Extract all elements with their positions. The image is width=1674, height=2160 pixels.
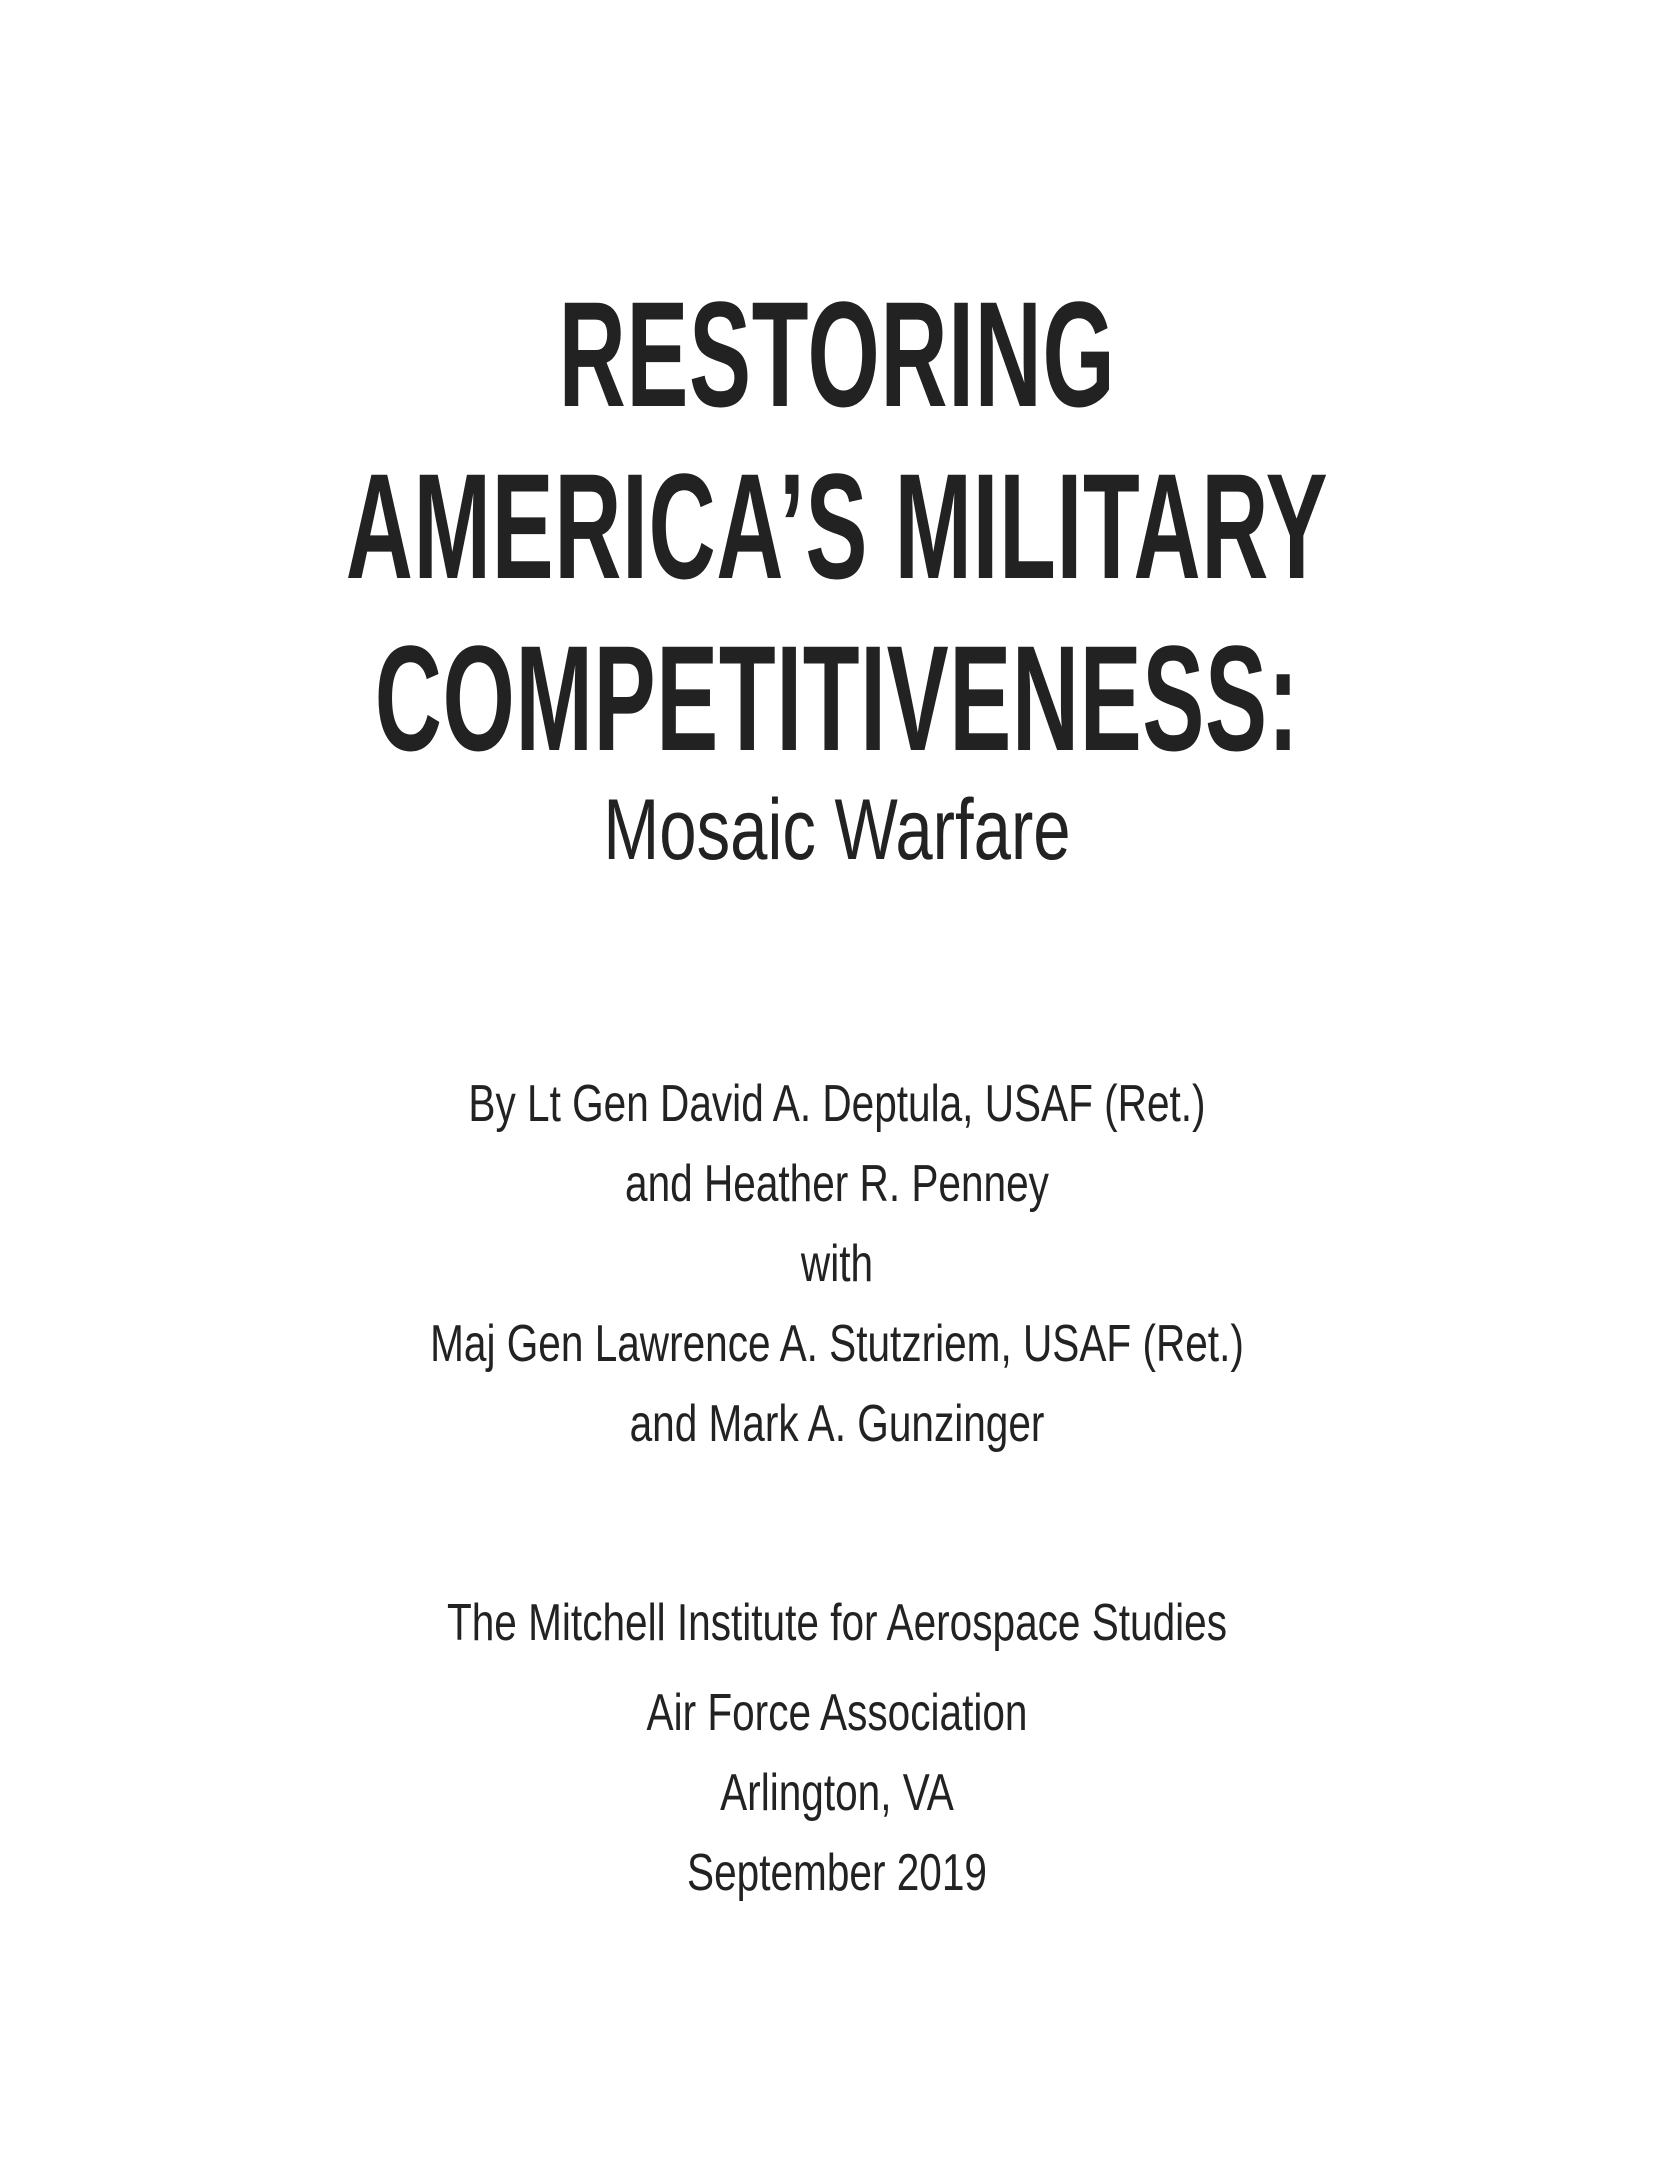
author-line-2: and Heather R. Penney (625, 1155, 1049, 1213)
publisher-association: Air Force Association (646, 1684, 1028, 1742)
document-subtitle: Mosaic Warfare (603, 782, 1071, 878)
author-line-3: with (800, 1235, 874, 1293)
author-line-5: and Mark A. Gunzinger (629, 1395, 1045, 1453)
document-title (0, 268, 1674, 784)
author-block (0, 1064, 1674, 1464)
publisher-institute: The Mitchell Institute for Aerospace Studies (446, 1594, 1228, 1652)
title-line-2: AMERICA’S MILITARY (345, 442, 1329, 610)
author-line-1: By Lt Gen David A. Deptula, USAF (Ret.) (468, 1075, 1206, 1133)
title-line-3: COMPETITIVENESS: (374, 614, 1300, 782)
publication-date: September 2019 (687, 1844, 987, 1902)
author-line-4: Maj Gen Lawrence A. Stutzriem, USAF (Ret.) (430, 1315, 1244, 1373)
publisher-location: Arlington, VA (720, 1764, 954, 1822)
publisher-block (0, 1583, 1674, 1913)
title-line-1: RESTORING (558, 270, 1116, 438)
